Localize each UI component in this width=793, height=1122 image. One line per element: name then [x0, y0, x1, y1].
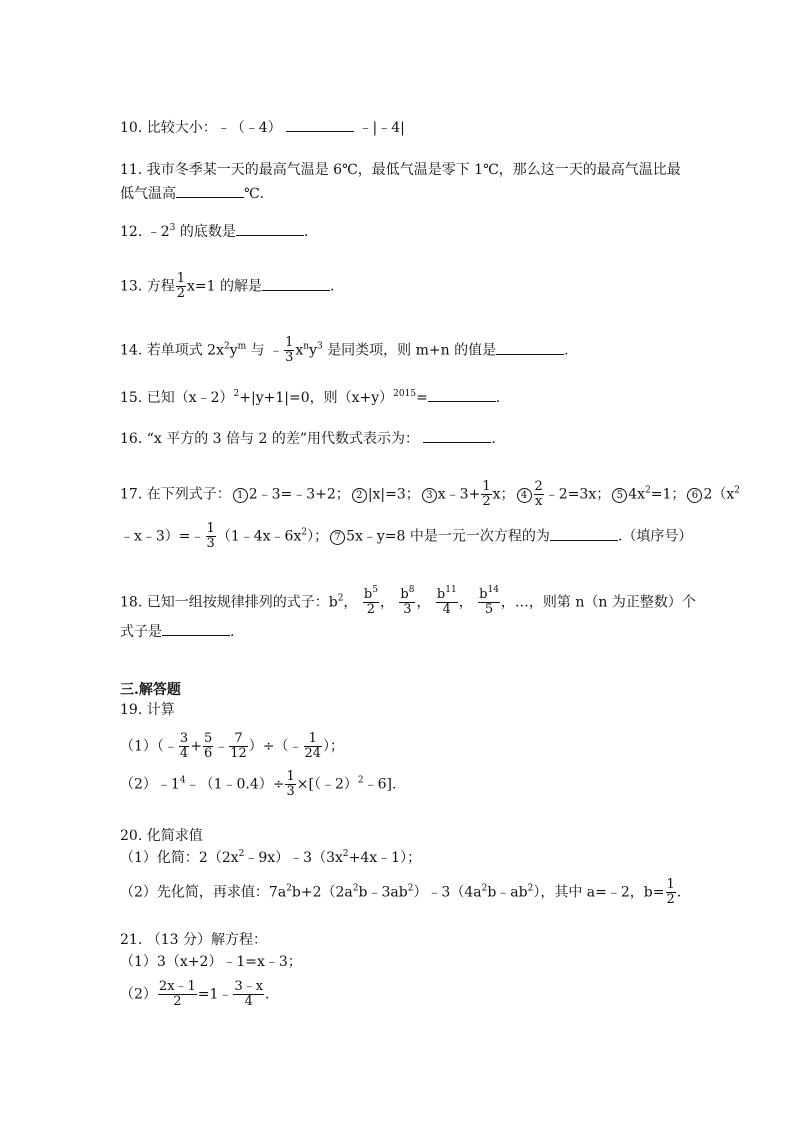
q19-p1-f4n: 1: [308, 731, 317, 746]
question-19: [120, 700, 175, 720]
q17-expr-5a: 4x: [628, 486, 646, 503]
q14-answer-blank[interactable]: [496, 341, 564, 355]
q15-text-2: +|y+1|=0，则（x+y）: [239, 390, 394, 406]
q17-sup-5: 2: [645, 485, 651, 496]
q20-p1-c: +4x﹣1）；: [348, 850, 422, 866]
q15-text-1: 已知（x﹣2）: [146, 390, 234, 406]
q17-line2-d: .（填序号）: [617, 528, 693, 545]
q18-fraction-1: [363, 585, 379, 617]
q11-number: 11.: [120, 162, 143, 178]
q19-p1-f1n: 3: [179, 731, 189, 746]
q19-p2-c: ×[（﹣2）: [296, 776, 358, 793]
q18-number: 18.: [120, 594, 143, 611]
q21-p2-f2d: 4: [233, 994, 264, 1009]
q19-p1-f3n: 7: [234, 731, 243, 746]
q19-p1-frac-3: [229, 732, 248, 761]
q18-comma: ，: [343, 594, 358, 611]
q18-answer-blank[interactable]: [162, 622, 230, 636]
q21-p2-b: .: [265, 986, 270, 1003]
q19-p1-label: （1）: [120, 738, 157, 755]
question-15: [120, 388, 500, 408]
q17-f4-den: x: [534, 494, 543, 509]
q18-fraction-3: [436, 585, 458, 617]
q14-sup-3: n: [303, 341, 310, 352]
q19-p2-fn: 1: [286, 769, 295, 784]
q20-p2-label: （2）: [120, 884, 157, 901]
q13-frac-den: 2: [176, 286, 185, 301]
q15-sup-1: 2: [233, 389, 240, 399]
q17-circle-3: 3: [422, 488, 437, 503]
q19-part-1: [120, 732, 344, 761]
q17-expr-3b: x；: [492, 486, 515, 503]
q18-f4-base: b: [479, 587, 488, 602]
q13-answer-blank[interactable]: [262, 277, 330, 291]
q20-p2-d: ）﹣3（4a: [413, 884, 482, 901]
q17-expr-2: |x|=3；: [367, 486, 420, 503]
q14-fraction: [284, 336, 294, 365]
q20-title: 化简求值: [146, 828, 203, 844]
q20-p1-b: ﹣9x）﹣3（3x: [244, 850, 343, 866]
q19-p2-label: （2）: [120, 776, 157, 793]
question-10: [120, 118, 405, 138]
q11-answer-blank[interactable]: [176, 184, 244, 198]
q21-p2-label: （2）: [120, 986, 157, 1003]
question-20: [120, 826, 203, 846]
q17-f3-den: 2: [482, 494, 491, 509]
q20-number: 20.: [120, 828, 143, 844]
q18-f2-base: b: [400, 587, 409, 602]
q17-f6-den: 3: [206, 536, 215, 551]
q18-f2-exp: 8: [408, 585, 415, 595]
q18-text-4: 式子是: [120, 624, 162, 640]
q13-number: 13.: [120, 278, 143, 295]
q20-p2-frac: [666, 878, 676, 907]
q19-p2-d: ﹣6].: [363, 776, 397, 793]
q20-p1-s1: 2: [238, 849, 245, 859]
q13-frac-num: 1: [176, 271, 185, 286]
q20-part-2: [120, 878, 681, 907]
q18-period: .: [230, 624, 235, 640]
q14-frac-den: 3: [285, 350, 294, 365]
q17-circle-1: 1: [233, 488, 248, 503]
q19-p1-f1d: 4: [179, 746, 189, 761]
q19-p2-fd: 3: [286, 784, 295, 799]
q17-circle-7: 7: [330, 530, 345, 545]
q10-text-2: ﹣|﹣4|: [358, 120, 405, 136]
q21-p1-a: 3（x+2）﹣1=x﹣3；: [156, 954, 302, 970]
q11-text: 我市冬季某一天的最高气温是 6℃，最低气温是零下 1℃，那么这一天的最高气温比最: [146, 162, 681, 178]
q18-text-3: ，…，则第 n（n 为正整数）个: [500, 594, 696, 611]
q17-text: 在下列式子：: [146, 486, 231, 503]
q20-p2-s3: 2: [407, 883, 414, 894]
q14-text-5: y: [309, 342, 317, 359]
q20-p2-a: 先化简，再求值：7a: [156, 884, 287, 901]
q17-line2-sup: 2: [301, 527, 308, 538]
q20-p2-g: .: [676, 884, 682, 901]
q20-p1-s2: 2: [342, 849, 349, 859]
q20-p1-a: 化简：2（2x: [156, 850, 239, 866]
q19-p1-f2n: 5: [203, 731, 213, 746]
q14-text-6: 是同类项，则 m+n 的值是: [327, 342, 497, 359]
q18-f4-exp: 14: [487, 585, 499, 595]
q15-answer-blank[interactable]: [428, 388, 496, 402]
q20-p2-s4: 2: [481, 883, 488, 894]
q20-p2-b: b+2（2a: [291, 884, 353, 901]
q16-answer-blank[interactable]: [423, 429, 491, 443]
q12-text: 的底数是: [179, 224, 236, 240]
q19-p1-f2d: 6: [203, 746, 213, 761]
question-17-line-2: [120, 522, 692, 551]
q19-p2-a: ﹣1: [156, 776, 180, 793]
q12-answer-blank[interactable]: [236, 222, 304, 236]
q20-p2-s2: 2: [352, 883, 359, 894]
q15-text-3: =: [416, 390, 428, 406]
q17-expr-6a: 2（x: [703, 486, 735, 503]
q20-p2-s5: 2: [527, 883, 534, 894]
q17-circle-2: 2: [352, 488, 367, 503]
q21-p2-f1d: 2: [158, 994, 197, 1009]
q20-p2-fd: 2: [666, 892, 675, 907]
q17-f3-num: 1: [482, 479, 491, 494]
q13-text: 方程: [146, 278, 175, 295]
q18-f1-exp: 5: [372, 585, 378, 595]
q21-p2-f1n: 2x﹣1: [158, 979, 196, 994]
q19-p2-b: ﹣（1﹣0.4）÷: [185, 776, 285, 793]
q17-fraction-4: [534, 480, 544, 509]
q21-p2-f2n: 3﹣x: [234, 979, 264, 994]
q18-fraction-2: [399, 585, 415, 617]
q21-p1-label: （1）: [120, 954, 157, 970]
q15-sup-2: 2015: [393, 389, 417, 399]
q11-text-3: ℃.: [244, 186, 265, 202]
q21-p2-a: =1﹣: [197, 986, 233, 1003]
q20-p2-f: ），其中 a=﹣2，b=: [533, 884, 665, 901]
q13-period: .: [329, 278, 335, 295]
q14-sup-2: m: [237, 341, 247, 352]
q19-part-2: [120, 770, 396, 799]
q10-text: 比较大小：﹣（﹣4）: [146, 120, 282, 136]
q21-part-1: [120, 952, 302, 972]
q19-p1-d: ）÷（﹣: [248, 738, 303, 755]
q19-p1-frac-1: [179, 732, 189, 761]
q17-fraction-3: [481, 480, 491, 509]
question-12: [120, 222, 308, 242]
q14-text-2: y: [229, 342, 238, 359]
q18-f1-base: b: [363, 587, 373, 602]
q19-p1-f4d: 24: [304, 746, 322, 761]
q19-p1-frac-4: [304, 732, 323, 761]
q19-p1-f3d: 12: [230, 746, 247, 761]
q17-answer-blank[interactable]: [550, 527, 618, 541]
q19-p1-frac-2: [203, 732, 213, 761]
q17-circle-5: 5: [612, 488, 627, 503]
q14-sup-4: 3: [317, 341, 323, 352]
q20-p2-s1: 2: [286, 883, 292, 894]
q18-f3-base: b: [436, 587, 446, 602]
q20-p1-label: （1）: [120, 850, 157, 866]
q18-text-1: 已知一组按规律排列的式子：b: [146, 594, 338, 611]
question-18: 18. 已知一组按规律排列的式子：$b^2$， $\frac{b^5}{2}$ ， $\frac{b^8}{3}$ ， $\frac{b^{11}}{4}$ ， $\frac{b^{14}}{5}$ ，…，则第 n（n 为正整数）个: [120, 585, 696, 617]
question-11-line-2: [120, 184, 264, 204]
question-14: [120, 336, 569, 365]
q12-exponent: 3: [169, 223, 176, 233]
q19-p1-c: ﹣: [214, 738, 229, 755]
section-3-title: 三.解答题: [120, 682, 181, 698]
q19-p2-frac: [285, 770, 295, 799]
q18-fraction-4: [478, 585, 500, 617]
q14-text-4: x: [295, 342, 304, 359]
q16-period: .: [491, 431, 496, 447]
q19-p2-s2: 2: [357, 775, 364, 786]
q13-text-2: x=1 的解是: [187, 278, 262, 295]
q10-answer-blank[interactable]: [286, 118, 354, 132]
q14-text-3: 与 ﹣: [250, 342, 284, 359]
q21-p2-frac-1: [158, 980, 197, 1009]
q12-period: .: [303, 224, 309, 240]
q17-f6-num: 1: [206, 521, 215, 536]
q14-period: .: [564, 342, 569, 359]
question-18-line-2: [120, 622, 234, 642]
q17-expr-5b: =1；: [650, 486, 686, 503]
q17-line2-c: ）；: [307, 528, 329, 545]
q17-line2-b: （1﹣4x﹣6x: [216, 528, 302, 545]
q18-f1-den: 2: [363, 602, 379, 617]
q14-sup-1: 2: [223, 341, 230, 352]
q10-number: 10.: [120, 120, 143, 136]
q17-number: 17.: [120, 486, 143, 503]
q16-number: 16.: [120, 431, 143, 447]
q21-part-2: [120, 980, 270, 1009]
q17-expr-3a: x﹣3+: [437, 486, 481, 503]
q19-p1-b: +: [190, 738, 202, 755]
question-21: [120, 930, 267, 950]
q17-fraction-6: [206, 522, 216, 551]
q14-text-1: 若单项式 2x: [146, 342, 224, 359]
q17-line2-a: ﹣x﹣3）=﹣: [120, 528, 205, 545]
q17-expr-1: 2﹣3=﹣3+2；: [248, 486, 350, 503]
q17-sup-6: 2: [734, 485, 740, 496]
q20-p2-c: b﹣3ab: [358, 884, 408, 901]
q20-part-1: [120, 848, 421, 868]
q19-number: 19.: [120, 702, 143, 718]
q14-frac-num: 1: [285, 335, 294, 350]
q20-p2-e: b﹣ab: [487, 884, 528, 901]
q12-expr: ﹣2: [146, 224, 170, 240]
q14-number: 14.: [120, 342, 143, 359]
q17-circle-6: 6: [687, 488, 702, 503]
q11-text-2: 低气温高: [120, 186, 176, 202]
q18-f4-den: 5: [478, 602, 500, 617]
q18-f2-den: 3: [399, 602, 415, 617]
q18-f3-den: 4: [436, 602, 458, 617]
q15-number: 15.: [120, 390, 143, 406]
q19-p1-a: （﹣: [156, 738, 178, 755]
q16-text: “x 平方的 3 倍与 2 的差”用代数式表示为：: [146, 431, 419, 447]
q21-p2-frac-2: [233, 980, 264, 1009]
q17-f4-num: 2: [534, 479, 543, 494]
question-16: [120, 429, 496, 449]
q17-expr-4: ﹣2=3x；: [544, 486, 611, 503]
q21-number: 21.: [120, 932, 143, 948]
q21-title: （13 分）解方程：: [146, 932, 267, 948]
q19-p1-e: ）；: [323, 738, 345, 755]
q20-p2-fn: 1: [666, 877, 675, 892]
q19-title: 计算: [146, 702, 175, 718]
question-11: [120, 160, 681, 180]
q13-fraction: [176, 272, 186, 301]
q19-p2-s1: 4: [179, 775, 186, 786]
q17-expr-7: 5x﹣y=8 中是一元一次方程的为: [346, 528, 550, 545]
q15-period: .: [495, 390, 501, 406]
q18-f3-exp: 11: [445, 585, 457, 595]
q17-circle-4: 4: [517, 488, 532, 503]
q12-number: 12.: [120, 224, 143, 240]
question-17: [120, 480, 740, 509]
question-13: [120, 272, 334, 301]
q18-sup-1: 2: [337, 593, 344, 604]
